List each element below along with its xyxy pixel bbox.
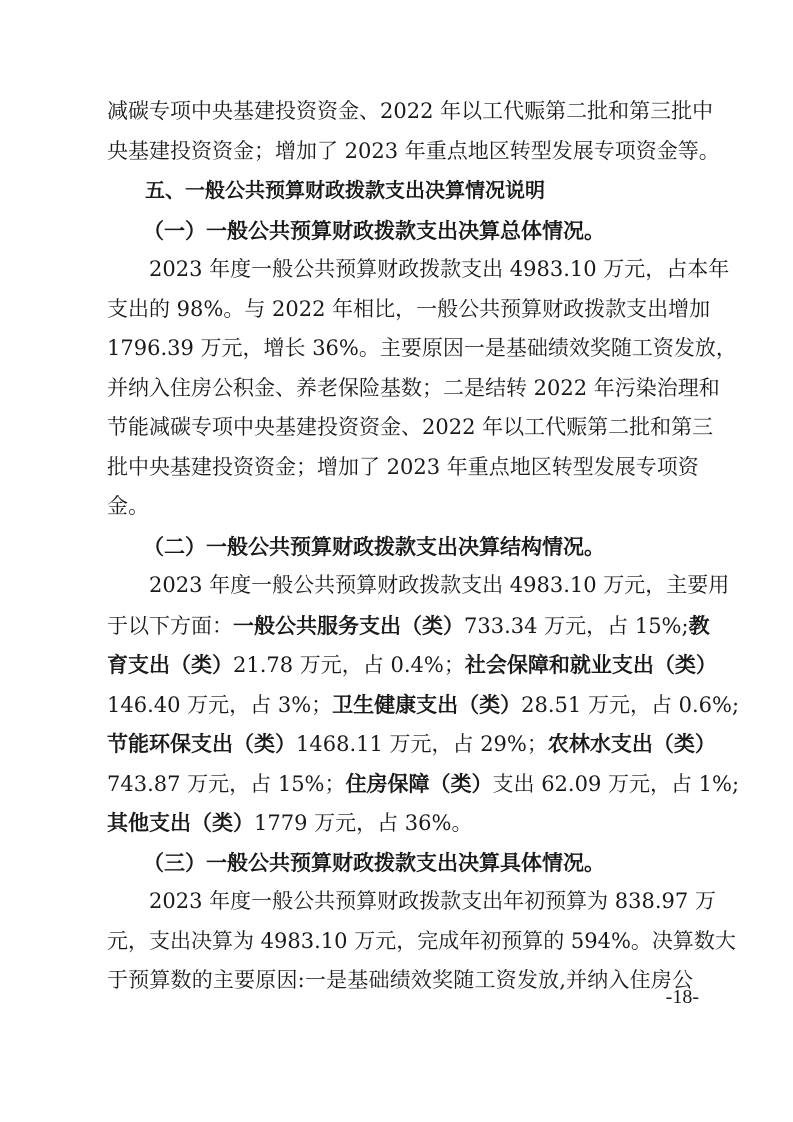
category-label: 卫生健康支出（类） xyxy=(332,691,522,717)
paragraph-line xyxy=(107,606,710,646)
category-label: 农林水支出（类） xyxy=(547,731,716,756)
category-label: 其他支出（类） xyxy=(107,810,254,835)
paragraph-line: 金。 xyxy=(107,494,149,518)
paragraph-line xyxy=(107,803,693,843)
paragraph-line: 央基建投资资金；增加了 2023 年重点地区转型发展专项资金等。 xyxy=(107,138,720,163)
paragraph-line xyxy=(107,685,740,725)
category-label: 一般公共服务支出（类） xyxy=(233,612,464,638)
paragraph-line xyxy=(107,724,716,764)
category-label: 育支出（类） xyxy=(107,652,233,677)
paragraph-line: 支出的 98%。与 2022 年相比，一般公共预算财政拨款支出增加 xyxy=(107,296,711,321)
section-heading: 五、一般公共预算财政拨款支出决算情况说明 xyxy=(145,178,545,202)
text-run: 743.87 万元，占 15%； xyxy=(107,771,346,796)
paragraph-line: 批中央基建投资资金；增加了 2023 年重点地区转型发展专项资 xyxy=(107,454,699,479)
paragraph-line: 2023 年度一般公共预算财政拨款支出 4983.10 万元，占本年 xyxy=(149,257,730,281)
paragraph-line xyxy=(107,764,740,804)
text-run: 1779 万元，占 36%。 xyxy=(254,811,473,835)
subsection-title: （一）一般公共预算财政拨款支出决算总体情况。 xyxy=(143,217,605,243)
text-run: 28.51 万元，占 0.6%; xyxy=(521,692,740,717)
text-run: 733.34 万元，占 15%; xyxy=(464,613,689,638)
paragraph-line: 1796.39 万元，增长 36%。主要原因一是基础绩效奖随工资发放， xyxy=(107,336,737,360)
category-label: 社会保障和就业支出（类） xyxy=(464,652,717,677)
page-number: -18- xyxy=(665,986,699,1008)
subsection-title: （三）一般公共预算财政拨款支出决算具体情况。 xyxy=(143,849,605,875)
paragraph-line: 于预算数的主要原因:一是基础绩效奖随工资发放,并纳入住房公 xyxy=(107,968,693,992)
document-body xyxy=(107,92,740,1001)
text-run: 21.78 万元，占 0.4%； xyxy=(233,653,465,677)
category-label: 节能环保支出（类） xyxy=(107,731,296,756)
paragraph-line: 减碳专项中央基建投资资金、2022 年以工代赈第二批和第三批中 xyxy=(107,99,714,123)
category-label: 教 xyxy=(688,612,710,638)
text-run: 1468.11 万元，占 29%； xyxy=(296,732,548,756)
category-label: 住房保障（类） xyxy=(345,770,493,796)
text-run: 支出 62.09 万元，占 1%; xyxy=(492,771,740,796)
paragraph-line: 2023 年度一般公共预算财政拨款支出 4983.10 万元，主要用 xyxy=(149,573,730,597)
paragraph-line: 并纳入住房公积金、养老保险基数；二是结转 2022 年污染治理和 xyxy=(107,375,720,400)
subsection-title: （二）一般公共预算财政拨款支出决算结构情况。 xyxy=(143,533,605,559)
paragraph-line: 元，支出决算为 4983.10 万元，完成年初预算的 594%。决算数大 xyxy=(107,928,736,953)
text-run: 于以下方面： xyxy=(107,613,233,638)
paragraph-line: 2023 年度一般公共预算财政拨款支出年初预算为 838.97 万 xyxy=(149,889,716,913)
text-run: 146.40 万元，占 3%； xyxy=(107,692,333,717)
paragraph-line xyxy=(107,645,717,685)
paragraph-line: 节能减碳专项中央基建投资资金、2022 年以工代赈第二批和第三 xyxy=(107,415,714,439)
